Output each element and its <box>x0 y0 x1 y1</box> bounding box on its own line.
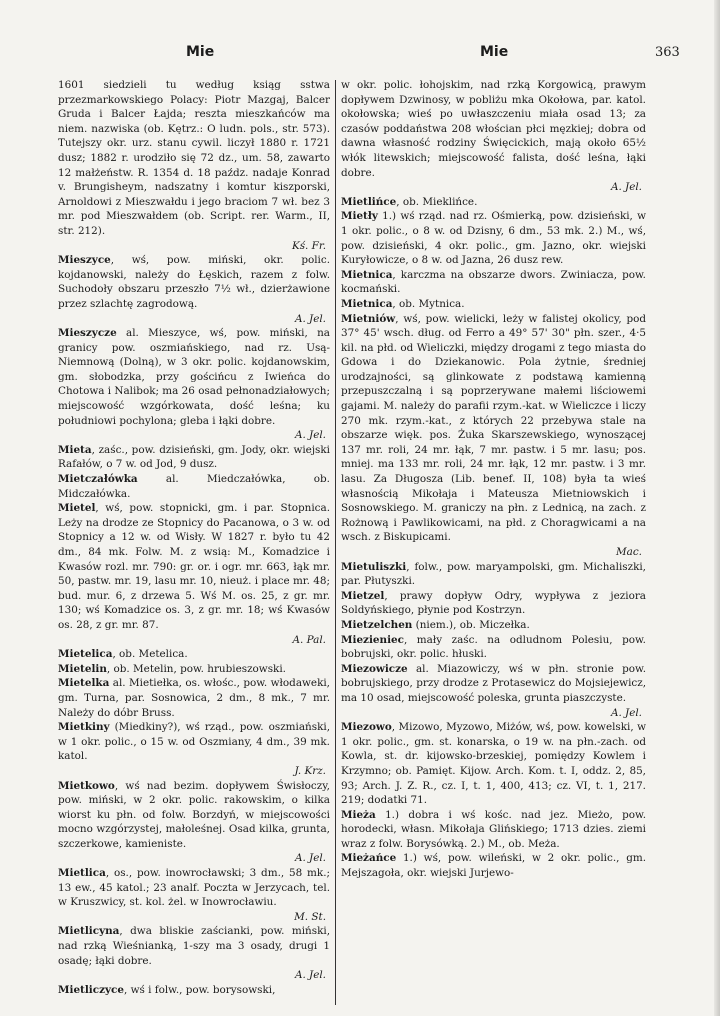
entry-headword: Mieszycze <box>58 327 117 340</box>
entry-text: 1.) wś, pow. wileński, w 2 okr. polic., gm. Mejszagoła, okr. wiejski Jurjewo- <box>341 852 646 880</box>
dictionary-entry <box>341 209 646 267</box>
entry-text: , ob. Metelica. <box>112 648 188 661</box>
dictionary-entry <box>341 268 646 297</box>
author-signature: A. Jel. <box>610 706 642 719</box>
entry-text: , wś, pow. wielicki, leży w falistej okolicy, pod 37° 45' wsch. dług. od Ferro a 49° 57' 30" płn. szer., 4·5 kil. na płd. od Wieliczki, między drogami z tego miasta do Gdowa i do Dziekanowic. Pola żytnie, średniej urodzajności, są glinkowate z podstawą kamienną przepuszczalną i są poprzerywane małemi liściowemi gajami. M. należy do parafii rzym.-kat. w Wieliczce i liczy 270 mk. rzym.-kat., z których 22 przebywa stale na obszarze więk. pos. Żuka Skarszewskiego, wynoszącej 137 mr. roli, 24 mr. łąk, 7 mr. pastw. i 5 mr. lasu; pos. mniej. ma 133 mr. roli, 24 mr. łąk, 12 mr. pastw. i 3 mr. lasu. Za Długosza (Lib. benef. II, 108) była ta wieś własnością Mikołaja i Mateusza Mietniowskich i Sosnowskiego. M. graniczy na płn. z Lednicą, na zach. z Rożnową i Pawlikowicami, na płd. z Choragwicami a na wsch. z Biskupicami. <box>341 312 646 544</box>
author-signature: A. Pal. <box>292 633 326 646</box>
entry-text: , ob. Mytnica. <box>392 297 465 310</box>
author-signature: A. Jel. <box>294 312 326 325</box>
entry-text: al. Mieszyce, wś, pow. miński, na granicy pow. oszmiańskiego, nad rz. Usą-Niemnową (Dolną), w 3 okr. polic. kojdanowskim, gm. słobodzka, przy gościńcu z Iwieńca do Chotowa i Nalibok; ma 26 osad pełnonadziałowych; miejscowość wzgórkowata, dość leśna; ku południowi pochylona; gleba i łąki dobre. <box>58 327 330 427</box>
dictionary-entry <box>58 253 330 326</box>
entry-text: al. Mietiełka, os. włośc., pow. włodaweki, gm. Turna, par. Sosnowica, 2 dm., 8 mk., 7 mr. Należy do dóbr Bruss. <box>58 677 330 719</box>
entry-headword: Mietel <box>58 502 96 515</box>
dictionary-entry <box>341 808 646 852</box>
dictionary-entry <box>58 676 330 720</box>
entry-headword: Mietkiny <box>58 721 110 734</box>
dictionary-entry <box>341 633 646 662</box>
dictionary-entry <box>341 720 646 808</box>
entry-text: , wś, pow. miński, okr. polic. kojdanowski, należy do Łęskich, razem z folw. Suchodoły obszaru przeszło 7½ wł., dzierżawione przez szlachtę zagrodową. <box>58 254 330 310</box>
dictionary-entry <box>58 472 330 501</box>
entry-headword: Mietlicyna <box>58 925 120 938</box>
dictionary-entry <box>58 924 330 982</box>
entry-text: , wś nad bezim. dopływem Świsłoczy, pow. miński, w 2 okr. polic. rakowskim, o kilka wiorst ku płn. od folw. Borzdyń, w miejscowości mocno wzgórzystej, małoleśnej. Osad kilka, grunta, szczerkowe, kamieniste. <box>58 779 330 850</box>
entry-headword: Mietelica <box>58 648 113 661</box>
author-signature: Kś. Fr. <box>291 239 326 252</box>
author-signature: A. Jel. <box>294 429 326 442</box>
dictionary-entry <box>341 78 646 195</box>
author-signature: A. Jel. <box>294 852 326 865</box>
dictionary-entry <box>58 779 330 867</box>
entry-headword: Mieża <box>341 808 376 821</box>
entry-headword: Mieszyce <box>58 254 111 267</box>
entry-text: (niem.), ob. Miczełka. <box>412 618 530 631</box>
entry-headword: Mietliczyce <box>58 983 124 996</box>
running-head-right: Mie <box>480 44 509 60</box>
dictionary-entry <box>341 851 646 880</box>
column-divider <box>335 80 336 1005</box>
entry-text: , wś, pow. stopnicki, gm. i par. Stopnica. Leży na drodze ze Stopnicy do Pacanowa, o 3 w. od Stopnicy a 12 w. od Wisły. W 1827 r. było tu 42 dm., 84 mk. Folw. M. z wsią: M., Komadzice i Kwasów rozl. mr. 790: gr. or. i ogr. mr. 663, łąk mr. 50, pastw. mr. 19, lasu mr. 10, nieuż. i place mr. 48; bud. mur. 6, z drzewa 5. Wś M. os. 25, z gr. mr. 130; wś Komadzice os. 3, z gr. mr. 18; wś Kwasów os. 28, z gr. mr. 87. <box>58 502 330 631</box>
entry-headword: Mieżańce <box>341 852 397 865</box>
dictionary-entry <box>58 720 330 778</box>
entry-headword: Mietuliszki <box>341 560 407 573</box>
dictionary-entry <box>341 618 646 633</box>
entry-text: 1.) dobra i wś kośc. nad jez. Mieżo, pow. horodecki, własn. Mikołaja Glińskiego; 1713 dzies. ziemi wraz z folw. Borysówką. 2.) M., ob. Meża. <box>341 808 646 850</box>
author-signature: J. Krz. <box>294 764 326 777</box>
entry-headword: Mietelin <box>58 662 107 675</box>
entry-text: , dwa bliskie zaścianki, pow. miński, nad rzką Wieśnianką, 1-szy ma 3 osady, drugi 1 osadę; łąki dobre. <box>58 925 330 967</box>
entry-headword: Mietelka <box>58 677 110 690</box>
entry-text: , ob. Mieklińce. <box>396 195 478 208</box>
entry-headword: Miezowicze <box>341 662 408 675</box>
entry-text: (Miedkiny?), wś rząd., pow. oszmiański, w 1 okr. polic., o 15 w. od Oszmiany, 4 dm., 39 mk. katol. <box>58 721 330 763</box>
dictionary-entry <box>341 195 646 210</box>
entry-text: , os., pow. inowrocławski; 3 dm., 58 mk.; 13 ew., 45 katol.; 23 analf. Poczta w Jerzycach, tel. w Kruszwicy, st. kol. żel. w Inowrocławiu. <box>58 867 330 909</box>
entry-headword: Mietkowo <box>58 779 115 792</box>
entry-text: , Mizowo, Myzowo, Miżów, wś, pow. kowelski, w 1 okr. polic., gm. st. konarska, o 19 w. na płn.-zach. od Kowla, st. dr. kijowsko-brzeskiej, pomiędzy Kowlem i Krzymno; ob. Pamięt. Kijow. Arch. Kom. t. I, oddz. 2, 85, 93; Arch. J. Z. R., cz. I, t. 1, 400, 413; cz. VI, t. 1, 217. 219; dodatki 71. <box>341 721 646 807</box>
entry-headword: Mietzelchen <box>341 618 413 631</box>
dictionary-entry <box>341 662 646 720</box>
entry-text: , folw., pow. maryampolski, gm. Michaliszki, par. Płutyszki. <box>341 560 646 588</box>
dictionary-entry <box>58 647 330 662</box>
entry-headword: Mietnica <box>341 268 393 281</box>
dictionary-entry <box>58 326 330 443</box>
left-column <box>58 78 330 1008</box>
entry-text: 1601 siedzieli tu według ksiąg sstwa przezmarkowskiego Polacy: Piotr Mazgaj, Balcer Gruda i Balcer Łajda; reszta mieszkańców ma niem. nazwiska (ob. Kętrz.: O ludn. pols., str. 573). Tutejszy okr. urz. stanu cywil. liczył 1880 r. 1721 dusz; 1882 r. urodziło się 72 dz., um. 58, zawarto 12 małżeństw. R. 1354 d. 18 paźdz. nadaje Konrad v. Brungisheym, nadszatny i komtur kiszporski, Arnoldowi z Mieszwałdu i jego braciom 7 wł. bez 3 mr. pod Mieszwałdem (ob. Script. rer. Warm., II, str. 212). <box>58 79 330 237</box>
entry-text: , ob. Metelin, pow. hrubieszowski. <box>106 662 286 675</box>
dictionary-entry <box>341 312 646 560</box>
dictionary-entry <box>58 983 330 998</box>
dictionary-entry <box>58 866 330 924</box>
entry-headword: Miezieniec <box>341 633 404 646</box>
author-signature: A. Jel. <box>610 181 642 194</box>
page-edge-shadow <box>714 0 720 1016</box>
entry-text: 1.) wś rząd. nad rz. Ośmierką, pow. dzisieński, w 1 okr. polic., o 8 w. od Dzisny, 6 dm., 53 mk. 2.) M., wś, pow. dzisieński, 4 okr. polic., gm. Jazno, okr. wiejski Kuryłowicze, o 8 w. od Jazna, 26 dusz rew. <box>341 210 646 267</box>
entry-headword: Mietniów <box>341 312 396 325</box>
entry-headword: Mietczałówka <box>58 473 138 486</box>
entry-headword: Mietzel <box>341 589 385 602</box>
author-signature: Mac. <box>616 546 642 558</box>
dictionary-entry <box>58 501 330 647</box>
dictionary-entry <box>58 662 330 677</box>
dictionary-entry <box>58 443 330 472</box>
author-signature: A. Jel. <box>294 969 326 982</box>
author-signature: M. St. <box>294 910 326 923</box>
entry-text: al. Miazowiczy, wś w płn. stronie pow. bobrujskiego, przy drodze z Protasewicz do Mojsiejewicz, ma 10 osad, miejscowość poleska, grunta piaszczyste. <box>341 662 646 704</box>
page-number: 363 <box>655 45 680 60</box>
entry-headword: Miezowo <box>341 721 392 734</box>
entry-text: , karczma na obszarze dwors. Zwiniacza, pow. kocmański. <box>341 268 646 296</box>
entry-text: , prawy dopływ Odry, wypływa z jeziora Soldyńskiego, płynie pod Kostrzyn. <box>341 589 646 617</box>
entry-text: , mały zaśc. na odludnom Polesiu, pow. bobrujski, okr. polic. hłuski. <box>341 633 646 661</box>
dictionary-entry <box>58 78 330 253</box>
entry-text: , wś i folw., pow. borysowski, <box>123 983 276 996</box>
dictionary-entry <box>341 297 646 312</box>
entry-headword: Mietlica <box>58 867 106 880</box>
dictionary-entry <box>341 589 646 618</box>
entry-headword: Mietły <box>341 210 378 223</box>
entry-headword: Mieta <box>58 443 92 456</box>
right-column <box>341 78 646 1008</box>
entry-headword: Mietlińce <box>341 195 397 208</box>
dictionary-entry <box>341 560 646 589</box>
running-head-left: Mie <box>186 44 215 60</box>
entry-text: al. Miedczałówka, ob. Midczałówka. <box>58 473 330 500</box>
entry-text: , zaśc., pow. dzisieński, gm. Jody, okr. wiejski Rafałów, o 7 w. od Jod, 9 dusz. <box>58 443 330 471</box>
entry-text: w okr. polic. łohojskim, nad rzką Korgowicą, prawym dopływem Dzwinosy, w pobliżu mka Okołowa, par. katol. okołowska; wieś po uwłaszczeniu miała osad 13; za czasów poddaństwa 208 włościan płci męzkiej; dobra od dawna własność rodziny Święcickich, mają około 65½ włók litewskich; miejscowość falista, dość leśna, łąki dobre. <box>341 79 646 179</box>
entry-headword: Mietnica <box>341 297 393 310</box>
